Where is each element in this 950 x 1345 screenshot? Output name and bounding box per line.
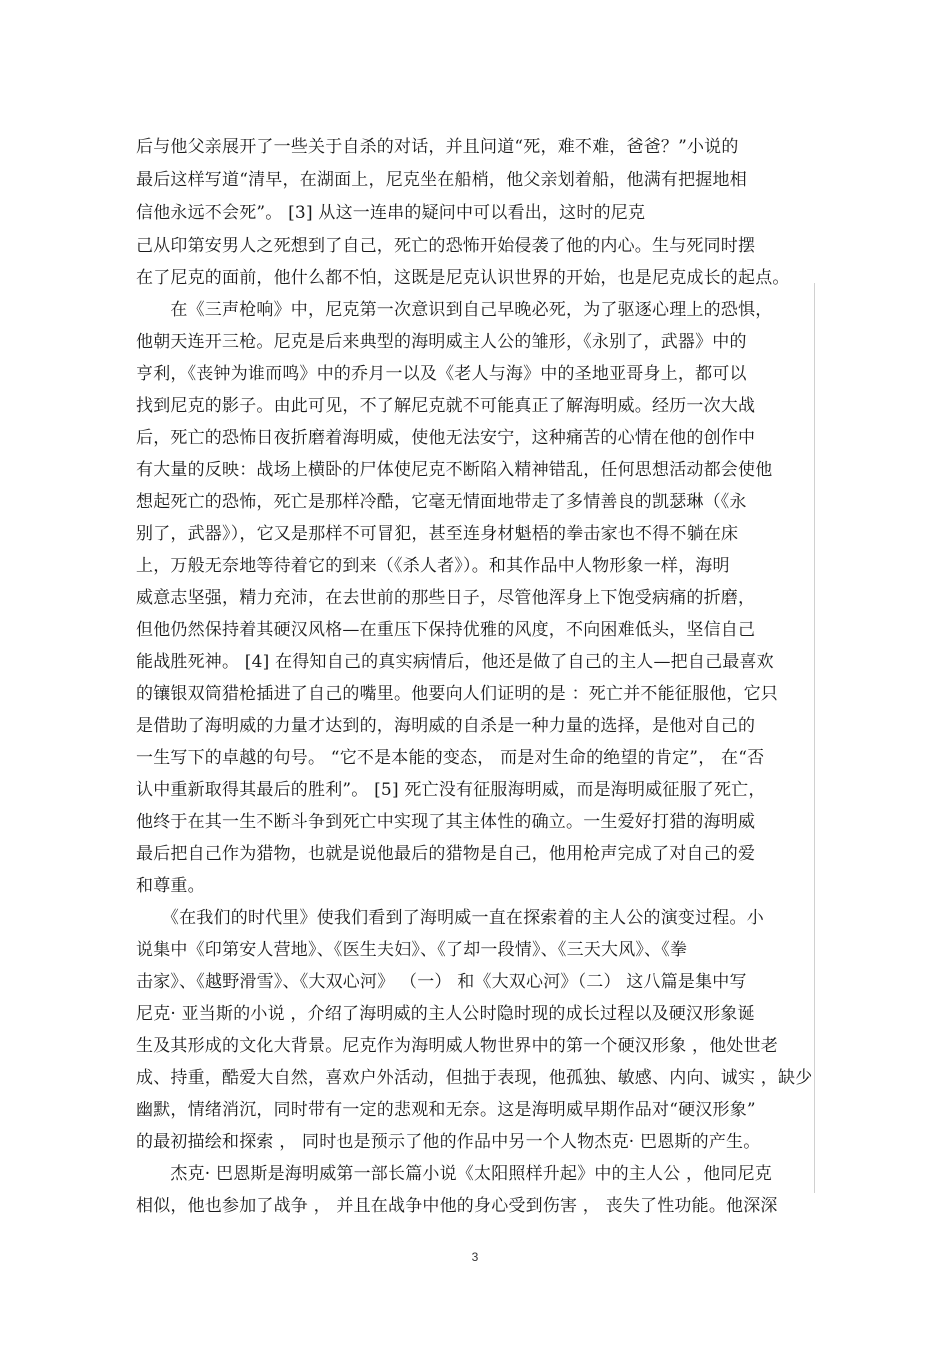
- text-line: 信他永远不会死”。 [3] 从这一连串的疑问中可以看出，这时的尼克: [136, 203, 646, 223]
- text-line: 在了尼克的面前，他什么都不怕，这既是尼克认识世界的开始，也是尼克成长的起点。: [136, 268, 790, 288]
- text-line: 相似，他也参加了战争 ， 并且在战争中他的身心受到伤害 ， 丧失了性功能。他深深: [136, 1196, 778, 1216]
- page-number: 3: [471, 1250, 479, 1264]
- text-line: 的最初描绘和探索 ， 同时也是预示了他的作品中另一个人物杰克· 巴恩斯的产生。: [136, 1132, 761, 1152]
- text-line: 但他仍然保持着其硬汉风格—在重压下保持优雅的风度，不向困难低头，坚信自己: [136, 620, 756, 640]
- text-line: 他朝天连开三枪。尼克是后来典型的海明威主人公的雏形，《永别了，武器》中的: [136, 332, 747, 352]
- text-line: 别了，武器》），它又是那样不可冒犯，甚至连身材魁梧的拳击家也不得不躺在床: [136, 524, 739, 544]
- text-line: 想起死亡的恐怖，死亡是那样冷酷，它毫无情面地带走了多情善良的凯瑟琳（《永: [136, 492, 747, 512]
- margin-rule: [814, 283, 815, 1193]
- text-line: 杰克· 巴恩斯是海明威第一部长篇小说《太阳照样升起》中的主人公 ，他同尼克: [136, 1164, 773, 1184]
- text-line: 认中重新取得其最后的胜利”。 [5] 死亡没有征服海明威，而是海明威征服了死亡，: [136, 780, 766, 800]
- text-line: 生及其形成的文化大背景。尼克作为海明威人物世界中的第一个硬汉形象 ，他处世老: [136, 1036, 779, 1056]
- text-line: 找到尼克的影子。由此可见，不了解尼克就不可能真正了解海明威。经历一次大战: [136, 396, 756, 416]
- text-line: 幽默，情绪消沉，同时带有一定的悲观和无奈。这是海明威早期作品对“硬汉形象”: [136, 1100, 756, 1120]
- text-line: 威意志坚强，精力充沛，在去世前的那些日子，尽管他浑身上下饱受病痛的折磨，: [136, 588, 756, 608]
- text-line: 是借助了海明威的力量才达到的，海明威的自杀是一种力量的选择，是他对自己的: [136, 716, 756, 736]
- text-line: 最后这样写道“清早，在湖面上，尼克坐在船梢，他父亲划着船，他满有把握地相: [136, 170, 747, 190]
- text-line: 尼克· 亚当斯的小说 ，介绍了海明威的主人公时隐时现的成长过程以及硬汉形象诞: [136, 1004, 755, 1024]
- text-line: 己从印第安男人之死想到了自己，死亡的恐怖开始侵袭了他的内心。生与死同时摆: [136, 236, 756, 256]
- text-line: 成、持重，酷爱大自然，喜欢户外活动，但拙于表现，他孤独、敏感、内向、诚实 ，缺少: [136, 1068, 813, 1088]
- text-line: 在《三声枪响》中，尼克第一次意识到自己早晚必死，为了驱逐心理上的恐惧，: [136, 300, 773, 320]
- text-line: 亨利，《丧钟为谁而鸣》中的乔月一以及《老人与海》中的圣地亚哥身上，都可以: [136, 364, 747, 384]
- text-line: 和尊重。: [136, 876, 205, 896]
- text-line: 一生写下的卓越的句号。 “它不是本能的变态， 而是对生命的绝望的肯定”， 在“否: [136, 748, 765, 768]
- text-line: 的镶银双筒猎枪插进了自己的嘴里。他要向人们证明的是 ：死亡并不能征服他，它只: [136, 684, 779, 704]
- text-line: 有大量的反映：战场上横卧的尸体使尼克不断陷入精神错乱，任何思想活动都会使他: [136, 460, 773, 480]
- text-line: 《在我们的时代里》使我们看到了海明威一直在探索着的主人公的演变过程。小: [136, 908, 764, 928]
- text-line: 他终于在其一生不断斗争到死亡中实现了其主体性的确立。一生爱好打猎的海明威: [136, 812, 756, 832]
- text-line: 说集中《印第安人营地》、《医生夫妇》、《了却一段情》、《三天大风》、《拳: [136, 940, 688, 960]
- text-line: 能战胜死神。 [4] 在得知自己的真实病情后，他还是做了自己的主人—把自己最喜欢: [136, 652, 774, 672]
- text-line: 后，死亡的恐怖日夜折磨着海明威，使他无法安宁，这种痛苦的心情在他的创作中: [136, 428, 756, 448]
- text-line: 最后把自己作为猎物，也就是说他最后的猎物是自己，他用枪声完成了对自己的爱: [136, 844, 756, 864]
- text-line: 后与他父亲展开了一些关于自杀的对话，并且问道“死，难不难，爸爸？”小说的: [136, 137, 739, 157]
- text-line: 击家》、《越野滑雪》、《大双心河》 （一） 和《大双心河》（二） 这八篇是集中写: [136, 972, 747, 992]
- text-line: 上，万般无奈地等待着它的到来（《杀人者》）。和其作品中人物形象一样，海明: [136, 556, 730, 576]
